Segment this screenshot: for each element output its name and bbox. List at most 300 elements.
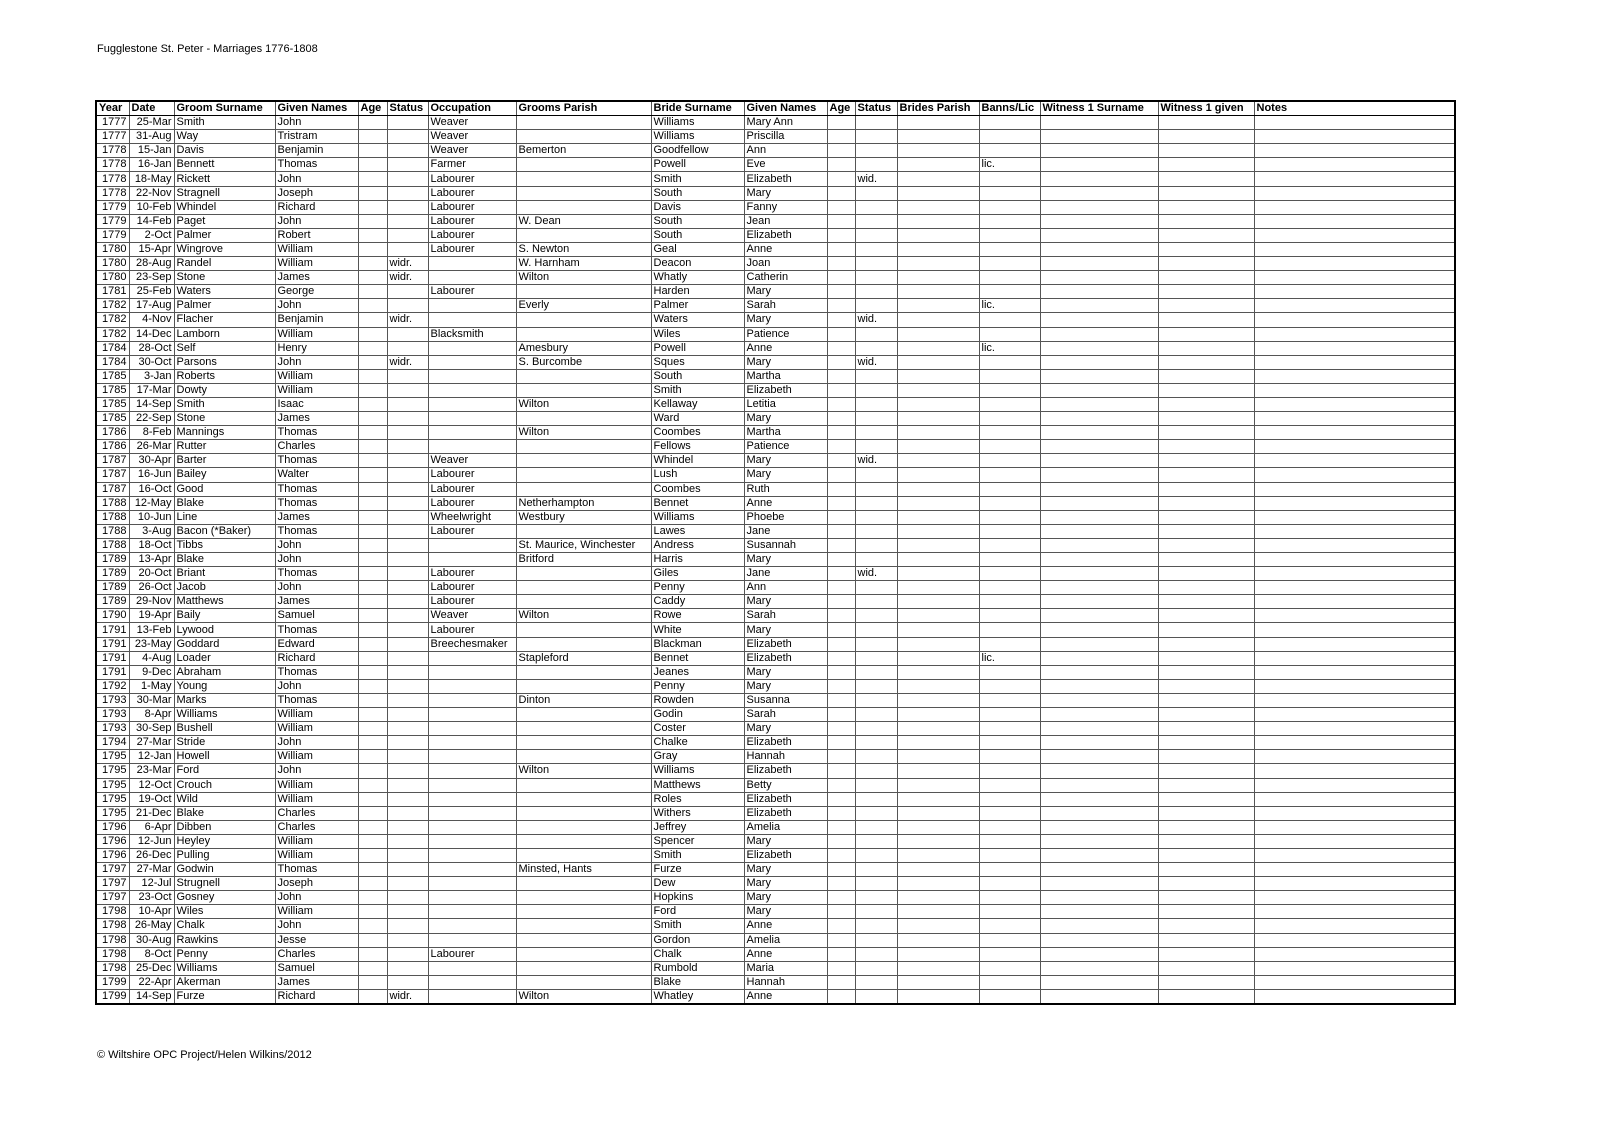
cell-notes <box>1254 863 1455 877</box>
cell-groom-status <box>387 341 428 355</box>
cell-occupation <box>428 933 516 947</box>
cell-grooms-parish <box>516 665 651 679</box>
cell-bride-given-names: Sarah <box>744 299 827 313</box>
cell-notes <box>1254 214 1455 228</box>
cell-date: 12-Jan <box>129 750 174 764</box>
cell-date: 16-Jun <box>129 468 174 482</box>
cell-witness1-given <box>1158 863 1254 877</box>
cell-groom-status <box>387 412 428 426</box>
cell-grooms-parish <box>516 975 651 989</box>
cell-grooms-parish <box>516 637 651 651</box>
cell-year: 1797 <box>96 863 129 877</box>
cell-bride-given-names: Mary <box>744 722 827 736</box>
cell-occupation: Labourer <box>428 947 516 961</box>
cell-bride-given-names: Mary <box>744 285 827 299</box>
cell-year: 1788 <box>96 538 129 552</box>
cell-banns-lic <box>979 567 1040 581</box>
column-header-bride-given-names: Given Names <box>744 101 827 116</box>
cell-date: 19-Oct <box>129 792 174 806</box>
cell-grooms-parish <box>516 623 651 637</box>
cell-occupation <box>428 961 516 975</box>
cell-groom-given-names: Thomas <box>275 496 358 510</box>
cell-groom-age <box>358 468 387 482</box>
cell-brides-parish <box>897 722 979 736</box>
cell-bride-given-names: Amelia <box>744 933 827 947</box>
cell-bride-given-names: Mary <box>744 454 827 468</box>
cell-bride-status <box>855 412 897 426</box>
cell-grooms-parish <box>516 412 651 426</box>
cell-witness1-given <box>1158 891 1254 905</box>
cell-banns-lic <box>979 623 1040 637</box>
cell-witness1-surname <box>1040 834 1158 848</box>
cell-witness1-surname <box>1040 383 1158 397</box>
cell-occupation <box>428 848 516 862</box>
cell-bride-given-names: Mary <box>744 186 827 200</box>
cell-bride-status: wid. <box>855 313 897 327</box>
cell-witness1-surname <box>1040 750 1158 764</box>
cell-groom-age <box>358 228 387 242</box>
cell-groom-given-names: James <box>275 595 358 609</box>
cell-date: 3-Jan <box>129 369 174 383</box>
cell-banns-lic <box>979 186 1040 200</box>
cell-banns-lic: lic. <box>979 299 1040 313</box>
cell-year: 1779 <box>96 214 129 228</box>
cell-groom-surname: Gosney <box>174 891 275 905</box>
cell-grooms-parish <box>516 468 651 482</box>
cell-groom-surname: Chalk <box>174 919 275 933</box>
cell-date: 31-Aug <box>129 130 174 144</box>
cell-banns-lic <box>979 426 1040 440</box>
cell-bride-age <box>827 172 855 186</box>
cell-bride-status <box>855 440 897 454</box>
cell-witness1-given <box>1158 919 1254 933</box>
table-row <box>96 778 1455 792</box>
cell-grooms-parish: Wilton <box>516 426 651 440</box>
cell-witness1-given <box>1158 567 1254 581</box>
cell-brides-parish <box>897 848 979 862</box>
cell-grooms-parish: Amesbury <box>516 341 651 355</box>
cell-brides-parish <box>897 863 979 877</box>
cell-bride-status <box>855 482 897 496</box>
cell-groom-given-names: Richard <box>275 651 358 665</box>
cell-groom-surname: Pulling <box>174 848 275 862</box>
cell-occupation <box>428 299 516 313</box>
cell-brides-parish <box>897 961 979 975</box>
cell-witness1-surname <box>1040 623 1158 637</box>
cell-bride-status <box>855 397 897 411</box>
cell-groom-given-names: John <box>275 891 358 905</box>
cell-bride-surname: Wiles <box>651 327 744 341</box>
cell-date: 25-Feb <box>129 285 174 299</box>
cell-groom-age <box>358 877 387 891</box>
cell-witness1-surname <box>1040 863 1158 877</box>
cell-occupation <box>428 383 516 397</box>
cell-banns-lic <box>979 609 1040 623</box>
cell-bride-given-names: Ruth <box>744 482 827 496</box>
cell-groom-surname: Mannings <box>174 426 275 440</box>
cell-grooms-parish <box>516 750 651 764</box>
cell-occupation <box>428 820 516 834</box>
cell-notes <box>1254 158 1455 172</box>
table-row <box>96 285 1455 299</box>
cell-groom-given-names: Thomas <box>275 426 358 440</box>
cell-witness1-surname <box>1040 144 1158 158</box>
cell-bride-age <box>827 553 855 567</box>
cell-groom-age <box>358 144 387 158</box>
cell-bride-given-names: Mary <box>744 665 827 679</box>
cell-notes <box>1254 383 1455 397</box>
cell-brides-parish <box>897 708 979 722</box>
table-row <box>96 708 1455 722</box>
cell-groom-given-names: Charles <box>275 806 358 820</box>
cell-grooms-parish: Wilton <box>516 609 651 623</box>
cell-bride-age <box>827 524 855 538</box>
cell-notes <box>1254 581 1455 595</box>
cell-notes <box>1254 792 1455 806</box>
cell-witness1-given <box>1158 200 1254 214</box>
cell-witness1-surname <box>1040 299 1158 313</box>
cell-banns-lic <box>979 130 1040 144</box>
cell-banns-lic <box>979 313 1040 327</box>
cell-bride-surname: Ward <box>651 412 744 426</box>
cell-groom-given-names: Benjamin <box>275 313 358 327</box>
cell-bride-status <box>855 778 897 792</box>
cell-date: 26-May <box>129 919 174 933</box>
cell-witness1-given <box>1158 524 1254 538</box>
cell-witness1-given <box>1158 538 1254 552</box>
cell-bride-status <box>855 158 897 172</box>
cell-witness1-given <box>1158 426 1254 440</box>
table-row <box>96 947 1455 961</box>
cell-groom-age <box>358 327 387 341</box>
cell-date: 26-Dec <box>129 848 174 862</box>
cell-groom-given-names: William <box>275 792 358 806</box>
cell-groom-given-names: William <box>275 834 358 848</box>
cell-groom-age <box>358 172 387 186</box>
cell-witness1-surname <box>1040 271 1158 285</box>
cell-notes <box>1254 693 1455 707</box>
cell-groom-given-names: Thomas <box>275 524 358 538</box>
cell-brides-parish <box>897 905 979 919</box>
cell-groom-given-names: John <box>275 299 358 313</box>
cell-bride-given-names: Anne <box>744 341 827 355</box>
header-row <box>96 101 1455 116</box>
cell-brides-parish <box>897 623 979 637</box>
cell-year: 1791 <box>96 665 129 679</box>
table-row <box>96 820 1455 834</box>
cell-banns-lic <box>979 905 1040 919</box>
cell-bride-given-names: Elizabeth <box>744 736 827 750</box>
cell-groom-status <box>387 299 428 313</box>
cell-witness1-surname <box>1040 609 1158 623</box>
table-row <box>96 130 1455 144</box>
cell-brides-parish <box>897 891 979 905</box>
cell-notes <box>1254 637 1455 651</box>
cell-witness1-given <box>1158 708 1254 722</box>
table-row <box>96 397 1455 411</box>
cell-notes <box>1254 482 1455 496</box>
cell-banns-lic <box>979 877 1040 891</box>
cell-groom-given-names: John <box>275 172 358 186</box>
cell-occupation: Labourer <box>428 242 516 256</box>
cell-witness1-surname <box>1040 482 1158 496</box>
cell-bride-age <box>827 863 855 877</box>
cell-groom-age <box>358 116 387 130</box>
cell-bride-age <box>827 778 855 792</box>
cell-occupation: Weaver <box>428 144 516 158</box>
cell-groom-given-names: Joseph <box>275 186 358 200</box>
cell-bride-given-names: Elizabeth <box>744 383 827 397</box>
cell-bride-surname: Furze <box>651 863 744 877</box>
cell-bride-status <box>855 679 897 693</box>
cell-groom-given-names: Samuel <box>275 609 358 623</box>
cell-groom-surname: Loader <box>174 651 275 665</box>
cell-bride-age <box>827 820 855 834</box>
cell-groom-age <box>358 454 387 468</box>
cell-bride-age <box>827 327 855 341</box>
cell-groom-surname: Goddard <box>174 637 275 651</box>
cell-bride-surname: White <box>651 623 744 637</box>
cell-brides-parish <box>897 355 979 369</box>
cell-occupation: Wheelwright <box>428 510 516 524</box>
cell-groom-surname: Blake <box>174 496 275 510</box>
cell-groom-status <box>387 877 428 891</box>
cell-brides-parish <box>897 581 979 595</box>
cell-notes <box>1254 722 1455 736</box>
cell-bride-age <box>827 257 855 271</box>
cell-groom-status <box>387 975 428 989</box>
cell-grooms-parish <box>516 595 651 609</box>
cell-notes <box>1254 679 1455 693</box>
cell-year: 1790 <box>96 609 129 623</box>
cell-bride-age <box>827 722 855 736</box>
cell-bride-age <box>827 496 855 510</box>
cell-grooms-parish <box>516 792 651 806</box>
cell-bride-surname: South <box>651 369 744 383</box>
cell-bride-status <box>855 581 897 595</box>
cell-groom-surname: Williams <box>174 708 275 722</box>
cell-groom-status <box>387 553 428 567</box>
cell-witness1-given <box>1158 722 1254 736</box>
cell-bride-status <box>855 369 897 383</box>
cell-groom-age <box>358 426 387 440</box>
cell-grooms-parish <box>516 200 651 214</box>
cell-bride-status <box>855 285 897 299</box>
cell-banns-lic <box>979 750 1040 764</box>
cell-bride-surname: South <box>651 214 744 228</box>
table-row <box>96 116 1455 130</box>
cell-bride-given-names: Patience <box>744 327 827 341</box>
cell-groom-surname: Ford <box>174 764 275 778</box>
cell-bride-age <box>827 679 855 693</box>
cell-bride-given-names: Anne <box>744 496 827 510</box>
cell-bride-age <box>827 651 855 665</box>
cell-year: 1799 <box>96 989 129 1004</box>
cell-year: 1778 <box>96 158 129 172</box>
cell-bride-age <box>827 834 855 848</box>
cell-brides-parish <box>897 933 979 947</box>
cell-occupation: Weaver <box>428 609 516 623</box>
cell-witness1-given <box>1158 792 1254 806</box>
cell-year: 1798 <box>96 919 129 933</box>
cell-date: 28-Aug <box>129 257 174 271</box>
cell-bride-surname: Spencer <box>651 834 744 848</box>
cell-groom-status <box>387 496 428 510</box>
cell-bride-given-names: Mary <box>744 623 827 637</box>
column-header-notes: Notes <box>1254 101 1455 116</box>
cell-banns-lic <box>979 285 1040 299</box>
cell-witness1-surname <box>1040 510 1158 524</box>
cell-year: 1791 <box>96 651 129 665</box>
cell-bride-age <box>827 369 855 383</box>
cell-bride-status <box>855 651 897 665</box>
cell-grooms-parish <box>516 454 651 468</box>
cell-groom-status <box>387 172 428 186</box>
cell-groom-given-names: William <box>275 778 358 792</box>
cell-banns-lic: lic. <box>979 158 1040 172</box>
table-row <box>96 750 1455 764</box>
cell-occupation <box>428 975 516 989</box>
cell-bride-age <box>827 708 855 722</box>
cell-notes <box>1254 538 1455 552</box>
cell-date: 26-Mar <box>129 440 174 454</box>
cell-bride-age <box>827 905 855 919</box>
cell-grooms-parish <box>516 482 651 496</box>
cell-notes <box>1254 919 1455 933</box>
cell-bride-given-names: Elizabeth <box>744 637 827 651</box>
cell-bride-surname: Hopkins <box>651 891 744 905</box>
copyright-footer: © Wiltshire OPC Project/Helen Wilkins/2012 <box>97 1049 312 1061</box>
cell-notes <box>1254 510 1455 524</box>
cell-groom-age <box>358 383 387 397</box>
cell-brides-parish <box>897 975 979 989</box>
cell-bride-surname: Giles <box>651 567 744 581</box>
cell-groom-given-names: John <box>275 679 358 693</box>
cell-year: 1785 <box>96 369 129 383</box>
cell-year: 1793 <box>96 722 129 736</box>
cell-notes <box>1254 369 1455 383</box>
cell-year: 1780 <box>96 242 129 256</box>
cell-grooms-parish <box>516 806 651 820</box>
cell-date: 30-Aug <box>129 933 174 947</box>
cell-witness1-surname <box>1040 961 1158 975</box>
cell-notes <box>1254 116 1455 130</box>
cell-bride-surname: Goodfellow <box>651 144 744 158</box>
cell-brides-parish <box>897 271 979 285</box>
cell-date: 3-Aug <box>129 524 174 538</box>
cell-notes <box>1254 947 1455 961</box>
cell-groom-surname: Bacon (*Baker) <box>174 524 275 538</box>
cell-occupation <box>428 651 516 665</box>
cell-witness1-surname <box>1040 792 1158 806</box>
cell-year: 1786 <box>96 426 129 440</box>
cell-witness1-given <box>1158 778 1254 792</box>
cell-witness1-surname <box>1040 285 1158 299</box>
cell-bride-given-names: Mary <box>744 863 827 877</box>
cell-bride-age <box>827 285 855 299</box>
cell-groom-age <box>358 820 387 834</box>
cell-bride-age <box>827 242 855 256</box>
cell-groom-given-names: Henry <box>275 341 358 355</box>
cell-grooms-parish: Westbury <box>516 510 651 524</box>
cell-groom-surname: Waters <box>174 285 275 299</box>
cell-grooms-parish <box>516 158 651 172</box>
cell-witness1-given <box>1158 482 1254 496</box>
cell-bride-status <box>855 130 897 144</box>
cell-notes <box>1254 848 1455 862</box>
cell-date: 14-Sep <box>129 989 174 1004</box>
cell-occupation <box>428 369 516 383</box>
cell-banns-lic <box>979 510 1040 524</box>
cell-grooms-parish <box>516 877 651 891</box>
cell-witness1-surname <box>1040 186 1158 200</box>
cell-bride-surname: Coombes <box>651 482 744 496</box>
cell-bride-given-names: Joan <box>744 257 827 271</box>
table-row <box>96 623 1455 637</box>
cell-groom-status <box>387 693 428 707</box>
cell-witness1-surname <box>1040 496 1158 510</box>
cell-banns-lic <box>979 524 1040 538</box>
cell-bride-status: wid. <box>855 567 897 581</box>
cell-groom-status <box>387 947 428 961</box>
cell-witness1-given <box>1158 355 1254 369</box>
cell-grooms-parish <box>516 919 651 933</box>
cell-occupation: Labourer <box>428 214 516 228</box>
cell-witness1-surname <box>1040 665 1158 679</box>
cell-banns-lic <box>979 693 1040 707</box>
cell-groom-age <box>358 341 387 355</box>
cell-bride-surname: Penny <box>651 679 744 693</box>
cell-banns-lic <box>979 933 1040 947</box>
cell-grooms-parish: S. Newton <box>516 242 651 256</box>
cell-grooms-parish <box>516 313 651 327</box>
cell-groom-given-names: Charles <box>275 820 358 834</box>
cell-groom-surname: Marks <box>174 693 275 707</box>
cell-groom-surname: Bailey <box>174 468 275 482</box>
table-row <box>96 637 1455 651</box>
cell-groom-status: widr. <box>387 989 428 1004</box>
cell-witness1-given <box>1158 961 1254 975</box>
cell-bride-status <box>855 665 897 679</box>
cell-banns-lic <box>979 665 1040 679</box>
cell-year: 1789 <box>96 567 129 581</box>
cell-groom-status <box>387 468 428 482</box>
cell-notes <box>1254 877 1455 891</box>
cell-witness1-given <box>1158 989 1254 1004</box>
cell-bride-surname: Godin <box>651 708 744 722</box>
cell-bride-age <box>827 144 855 158</box>
cell-year: 1782 <box>96 299 129 313</box>
cell-groom-surname: Penny <box>174 947 275 961</box>
cell-bride-age <box>827 186 855 200</box>
cell-witness1-given <box>1158 975 1254 989</box>
cell-year: 1784 <box>96 341 129 355</box>
cell-year: 1795 <box>96 792 129 806</box>
cell-bride-age <box>827 764 855 778</box>
cell-occupation: Labourer <box>428 200 516 214</box>
cell-occupation <box>428 679 516 693</box>
cell-banns-lic <box>979 637 1040 651</box>
cell-groom-status <box>387 158 428 172</box>
cell-groom-age <box>358 905 387 919</box>
cell-groom-surname: Self <box>174 341 275 355</box>
cell-brides-parish <box>897 214 979 228</box>
cell-notes <box>1254 186 1455 200</box>
cell-witness1-given <box>1158 595 1254 609</box>
cell-witness1-surname <box>1040 820 1158 834</box>
cell-grooms-parish: Stapleford <box>516 651 651 665</box>
cell-groom-age <box>358 595 387 609</box>
